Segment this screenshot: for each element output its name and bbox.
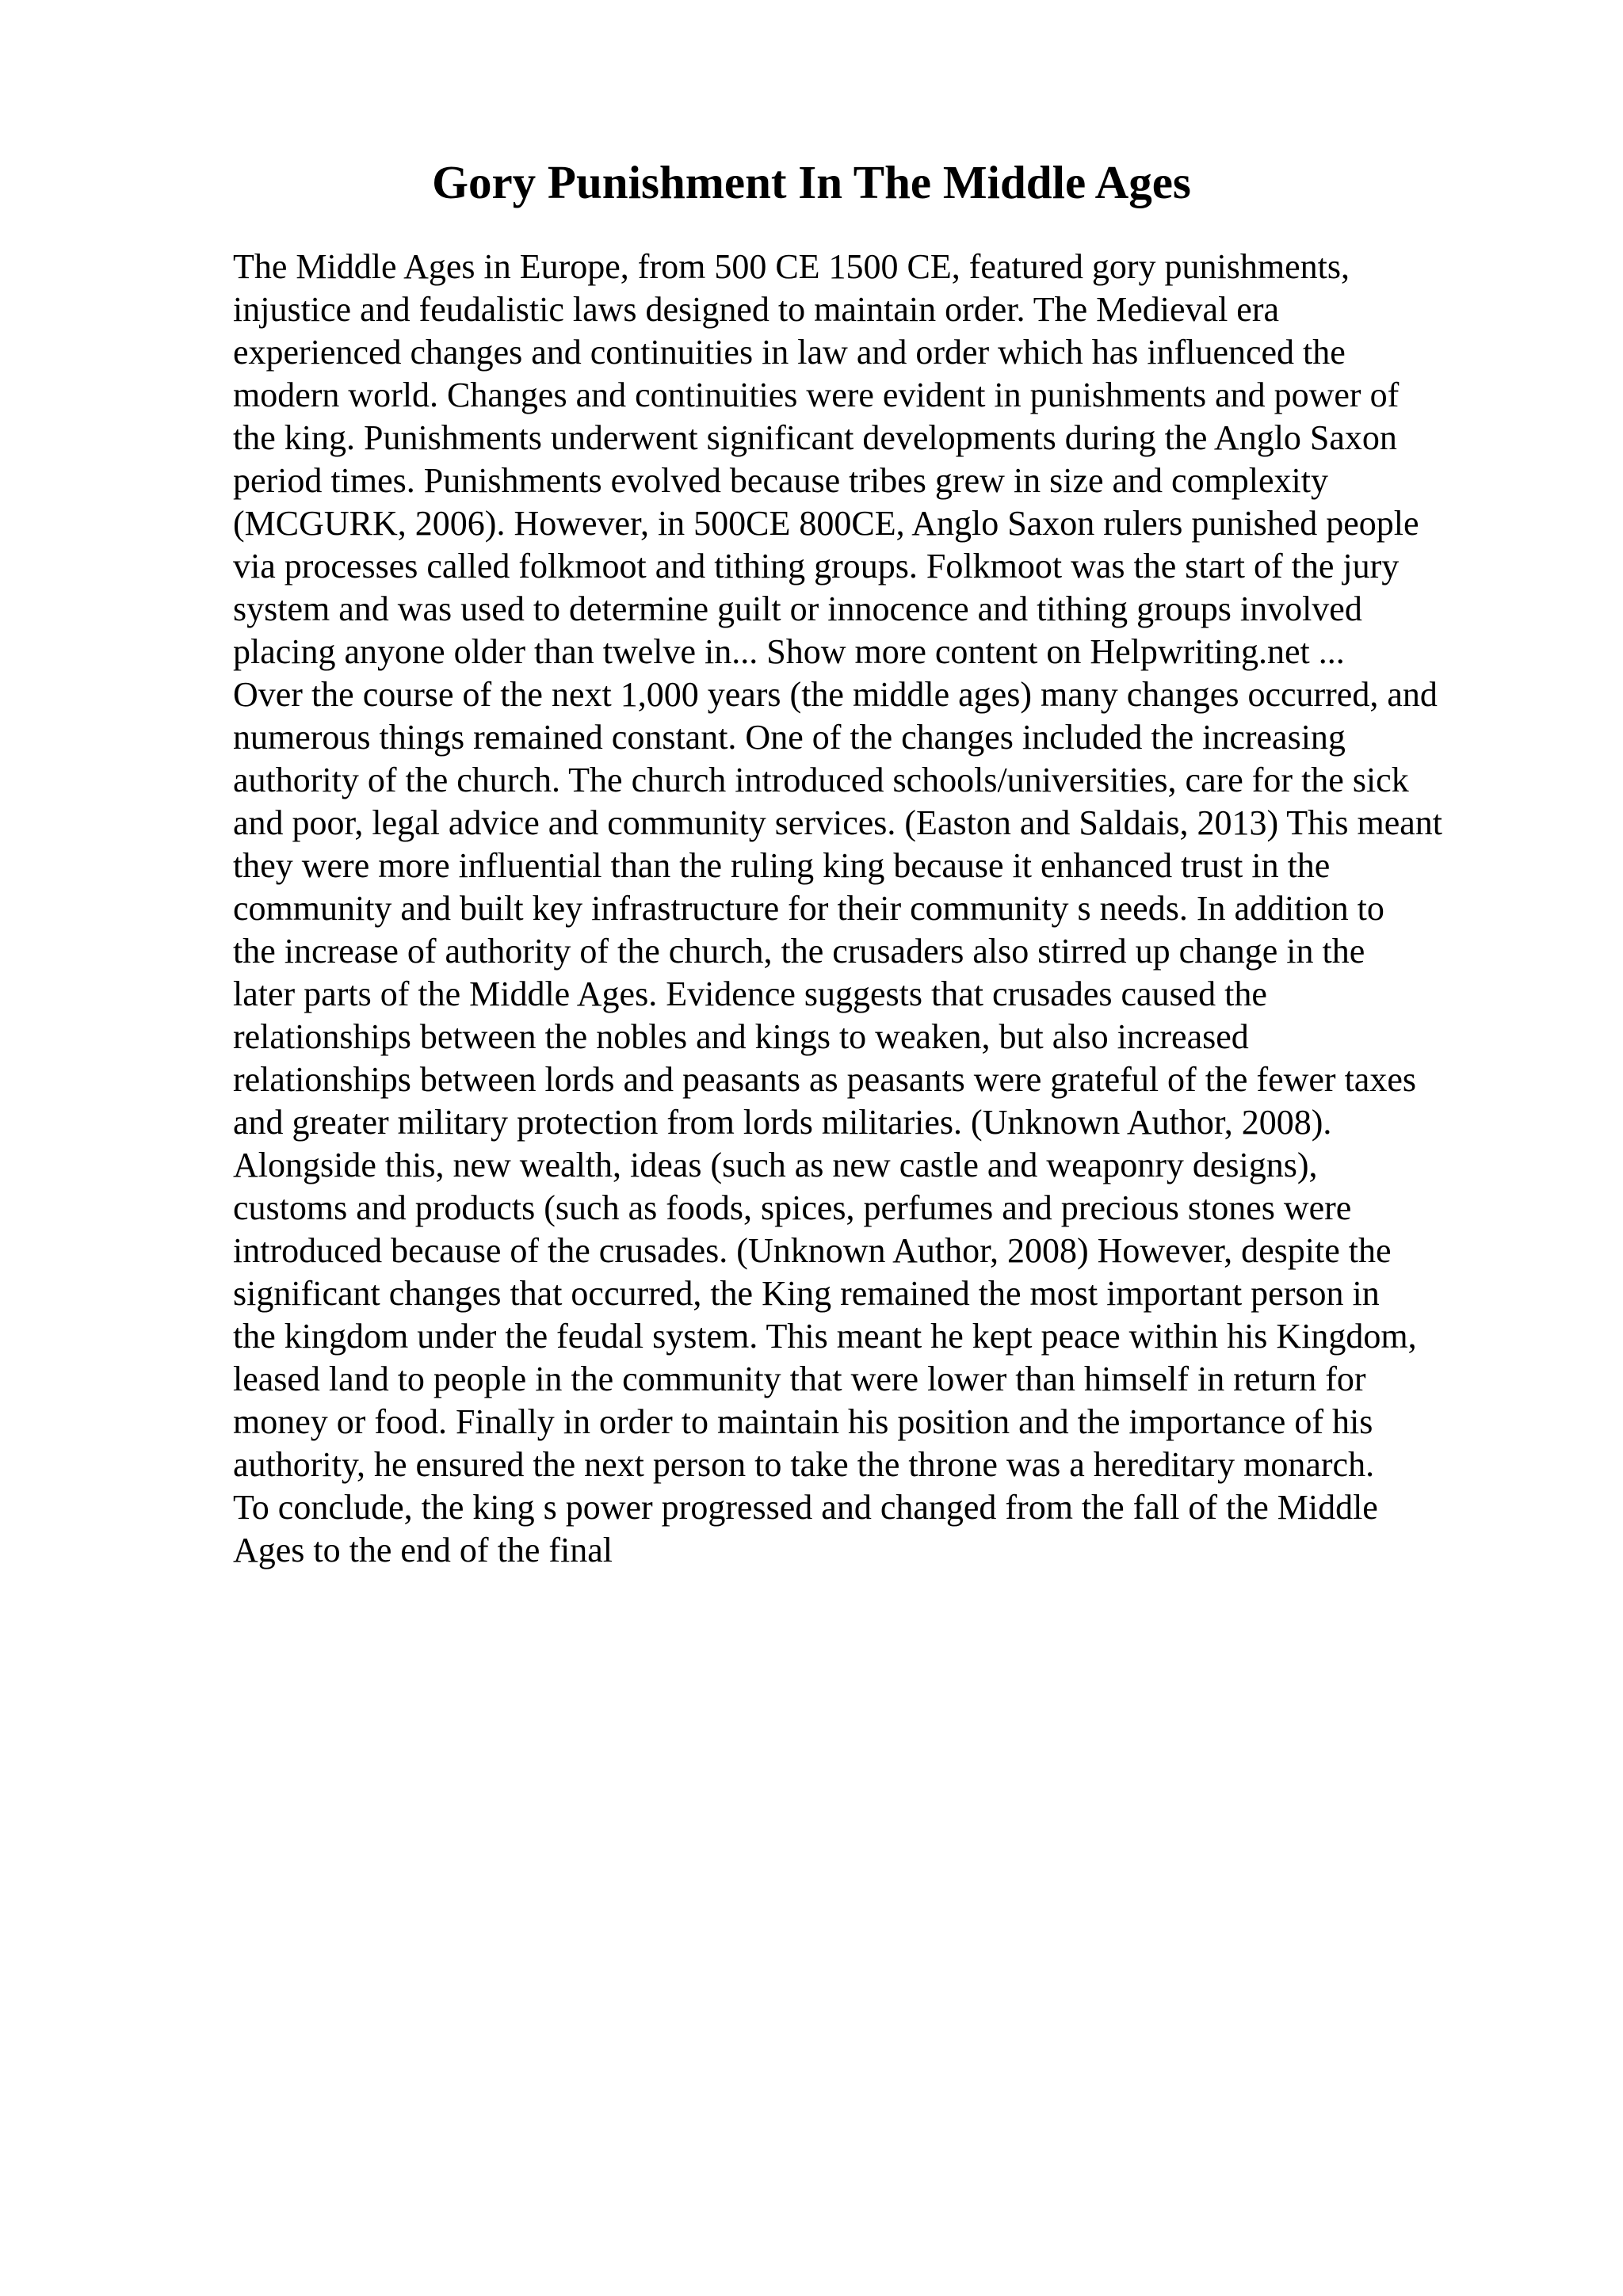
- body-line: via processes called folkmoot and tithing groups. Folkmoot was the start of the jury: [233, 547, 1400, 585]
- body-line: relationships between lords and peasants as peasants were grateful of the fewer taxes: [233, 1060, 1416, 1099]
- body-line: numerous things remained constant. One of the changes included the increasing: [233, 718, 1346, 757]
- body-line: money or food. Finally in order to maintain his position and the importance of his: [233, 1402, 1373, 1441]
- body-line: placing anyone older than twelve in... Show more content on Helpwriting.net ...: [233, 632, 1345, 671]
- document-title: Gory Punishment In The Middle Ages: [432, 156, 1191, 208]
- body-line: the kingdom under the feudal system. This meant he kept peace within his Kingdom,: [233, 1317, 1417, 1356]
- body-line: and greater military protection from lords militaries. (Unknown Author, 2008).: [233, 1103, 1332, 1142]
- body-line: (MCGURK, 2006). However, in 500CE 800CE, Anglo Saxon rulers punished people: [233, 504, 1419, 543]
- body-line: The Middle Ages in Europe, from 500 CE 1500 CE, featured gory punishments,: [233, 247, 1350, 286]
- body-line: system and was used to determine guilt or innocence and tithing groups involved: [233, 589, 1362, 628]
- body-line: leased land to people in the community that were lower than himself in return for: [233, 1360, 1366, 1398]
- body-line: modern world. Changes and continuities were evident in punishments and power of: [233, 376, 1400, 414]
- body-line: authority, he ensured the next person to take the throne was a hereditary monarch.: [233, 1445, 1375, 1484]
- body-line: injustice and feudalistic laws designed to maintain order. The Medieval era: [233, 290, 1279, 329]
- body-line: significant changes that occurred, the King remained the most important person in: [233, 1274, 1380, 1313]
- body-line: later parts of the Middle Ages. Evidence suggests that crusades caused the: [233, 974, 1267, 1013]
- body-line: Ages to the end of the final: [233, 1531, 613, 1569]
- document-body: [233, 246, 1564, 1572]
- body-line: To conclude, the king s power progressed and changed from the fall of the Middle: [233, 1488, 1378, 1527]
- body-line: the king. Punishments underwent significant developments during the Anglo Saxon: [233, 418, 1397, 457]
- body-line: period times. Punishments evolved because tribes grew in size and complexity: [233, 461, 1329, 500]
- body-line: community and built key infrastructure for their community s needs. In addition to: [233, 889, 1384, 928]
- body-line: introduced because of the crusades. (Unknown Author, 2008) However, despite the: [233, 1231, 1392, 1270]
- body-line: relationships between the nobles and kings to weaken, but also increased: [233, 1017, 1249, 1056]
- body-line: Alongside this, new wealth, ideas (such as new castle and weaponry designs),: [233, 1146, 1318, 1184]
- body-line: and poor, legal advice and community services. (Easton and Saldais, 2013) This meant: [233, 803, 1443, 842]
- body-line: they were more influential than the ruling king because it enhanced trust in the: [233, 846, 1331, 885]
- body-line: customs and products (such as foods, spices, perfumes and precious stones were: [233, 1188, 1352, 1227]
- body-line: experienced changes and continuities in law and order which has influenced the: [233, 333, 1346, 372]
- body-line: Over the course of the next 1,000 years (the middle ages) many changes occurred, and: [233, 675, 1438, 714]
- body-line: the increase of authority of the church, the crusaders also stirred up change in the: [233, 932, 1365, 971]
- body-line: authority of the church. The church introduced schools/universities, care for the sick: [233, 761, 1409, 799]
